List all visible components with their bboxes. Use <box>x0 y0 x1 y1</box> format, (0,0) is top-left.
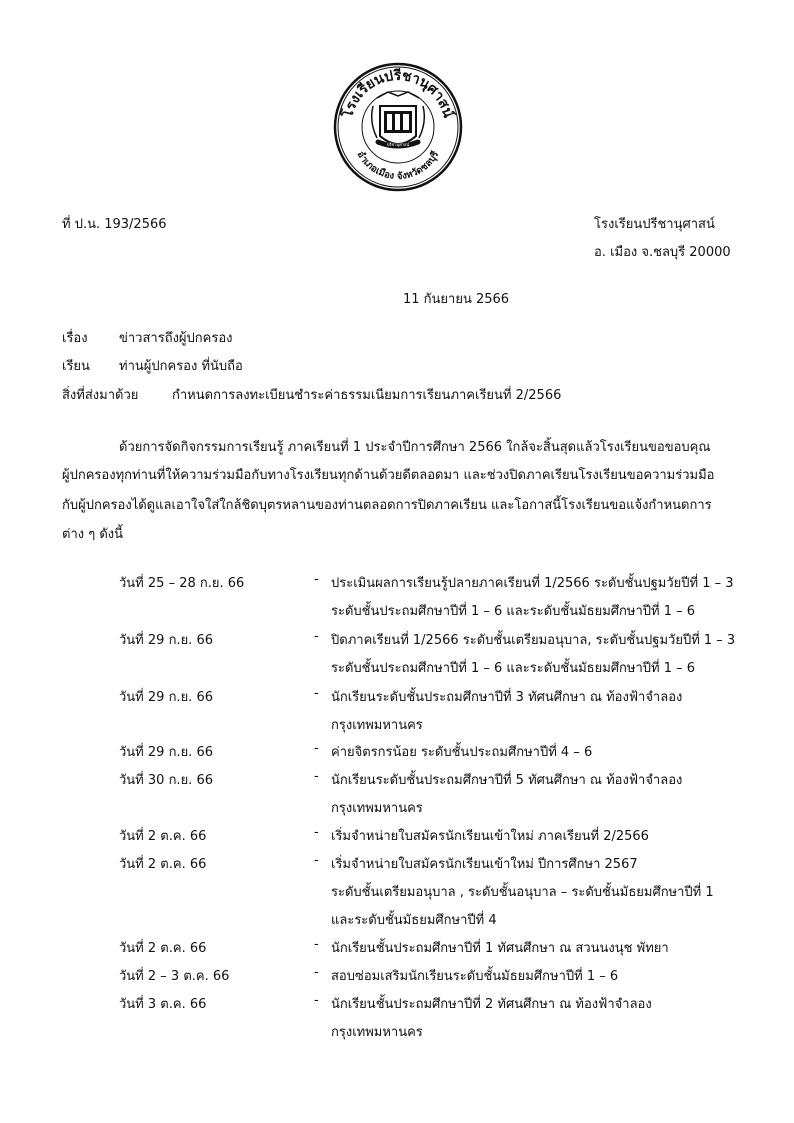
subject-text: ข่าวสารถึงผู้ปกครอง <box>119 331 233 346</box>
schedule-line: กรุงเทพมหานคร <box>331 1025 423 1040</box>
schedule-item <box>119 993 759 1040</box>
schedule-line: นักเรียนชั้นประถมศึกษาปีที่ 2 ทัศนศึกษา ณ ท้องฟ้าจำลอง <box>331 997 652 1012</box>
schedule-item <box>119 853 759 928</box>
schedule-date: วันที่ 29 ก.ย. 66 <box>119 745 213 760</box>
bullet-dash: - <box>314 572 319 587</box>
schedule-line: และระดับชั้นมัธยมศึกษาปีที่ 4 <box>331 913 497 928</box>
schedule-line: กรุงเทพมหานคร <box>331 718 423 733</box>
schedule-item <box>119 965 759 992</box>
bullet-dash: - <box>314 686 319 701</box>
schedule-line: สอบซ่อมเสริมนักเรียนระดับชั้นมัธยมศึกษาปีที่ 1 – 6 <box>331 969 619 984</box>
letter-date: 11 กันยายน 2566 <box>403 292 510 307</box>
body-line: กับผู้ปกครองได้ดูแลเอาใจใส่ใกล้ชิดบุตรหลานของท่านตลอดการปิดภาคเรียน และโอกาสนี้โรงเรียนขอแจ้งกำหนดการ <box>62 498 712 513</box>
school-seal-logo <box>333 62 463 192</box>
schedule-line: กรุงเทพมหานคร <box>331 801 423 816</box>
schedule-date: วันที่ 2 ต.ค. 66 <box>119 829 207 844</box>
body-line: ด้วยการจัดกิจกรรมการเรียนรู้ ภาคเรียนที่ 1 ประจำปีการศึกษา 2566 ใกล้จะสิ้นสุดแล้วโรงเรียนขอขอบคุณ <box>119 440 711 455</box>
attachment-text: กำหนดการลงทะเบียนชำระค่าธรรมเนียมการเรียนภาคเรียนที่ 2/2566 <box>172 388 562 403</box>
schedule-line: ระดับชั้นประถมศึกษาปีที่ 1 – 6 และระดับชั้นมัธยมศึกษาปีที่ 1 – 6 <box>331 661 696 676</box>
seal-top-text: โรงเรียนปรีชานุศาสน์ <box>340 67 456 120</box>
seal-bottom-text: อำเภอเมือง จังหวัดชลบุรี <box>354 149 442 183</box>
schedule-date: วันที่ 30 ก.ย. 66 <box>119 773 213 788</box>
schedule-line: นักเรียนชั้นประถมศึกษาปีที่ 1 ทัศนศึกษา ณ สวนนงนุช พัทยา <box>331 941 669 956</box>
recipient-label: เรียน <box>62 359 90 374</box>
schedule-item <box>119 572 759 619</box>
reference-number: ที่ ป.น. 193/2566 <box>62 217 167 232</box>
body-line: ผู้ปกครองทุกท่านที่ให้ความร่วมมือกับทางโรงเรียนทุกด้านด้วยดีตลอดมา และช่วงปิดภาคเรียนโรงเรียนขอความร่วมมือ <box>62 468 715 483</box>
subject-label: เรื่อง <box>62 331 88 346</box>
recipient-text: ท่านผู้ปกครอง ที่นับถือ <box>119 359 243 374</box>
bullet-dash: - <box>314 769 319 784</box>
schedule-line: นักเรียนระดับชั้นประถมศึกษาปีที่ 5 ทัศนศึกษา ณ ท้องฟ้าจำลอง <box>331 773 683 788</box>
bullet-dash: - <box>314 825 319 840</box>
schedule-line: เริ่มจำหน่ายใบสมัครนักเรียนเข้าใหม่ ภาคเรียนที่ 2/2566 <box>331 829 649 844</box>
bullet-dash: - <box>314 741 319 756</box>
schedule-date: วันที่ 2 – 3 ต.ค. 66 <box>119 969 230 984</box>
schedule-line: ระดับชั้นเตรียมอนุบาล , ระดับชั้นอนุบาล – ระดับชั้นมัธยมศึกษาปีที่ 1 <box>331 885 714 900</box>
schedule-line: นักเรียนระดับชั้นประถมศึกษาปีที่ 3 ทัศนศึกษา ณ ท้องฟ้าจำลอง <box>331 690 683 705</box>
seal-motto: ปรีชานุศาสน์ <box>386 142 410 147</box>
schedule-item <box>119 686 759 733</box>
schedule-date: วันที่ 2 ต.ค. 66 <box>119 941 207 956</box>
schedule-date: วันที่ 2 ต.ค. 66 <box>119 857 207 872</box>
schedule-item <box>119 769 759 816</box>
bullet-dash: - <box>314 629 319 644</box>
schedule-date: วันที่ 29 ก.ย. 66 <box>119 633 213 648</box>
schedule-line: ค่ายจิตรกรน้อย ระดับชั้นประถมศึกษาปีที่ 4 – 6 <box>331 745 593 760</box>
bullet-dash: - <box>314 937 319 952</box>
school-name: โรงเรียนปรีชานุศาสน์ <box>594 217 715 232</box>
schedule-date: วันที่ 3 ต.ค. 66 <box>119 997 207 1012</box>
schedule-line: เริ่มจำหน่ายใบสมัครนักเรียนเข้าใหม่ ปีการศึกษา 2567 <box>331 857 638 872</box>
schedule-item <box>119 629 759 676</box>
svg-text:อำเภอเมือง จังหวัดชลบุรี <box>355 148 442 182</box>
crest-icon <box>372 92 425 146</box>
schedule-item <box>119 937 759 964</box>
schedule-date: วันที่ 29 ก.ย. 66 <box>119 690 213 705</box>
body-line: ต่าง ๆ ดังนี้ <box>62 527 124 542</box>
schedule-line: ประเมินผลการเรียนรู้ปลายภาคเรียนที่ 1/2566 ระดับชั้นปฐมวัยปีที่ 1 – 3 <box>331 576 734 591</box>
school-address: อ. เมือง จ.ชลบุรี 20000 <box>594 245 731 260</box>
schedule-date: วันที่ 25 – 28 ก.ย. 66 <box>119 576 245 591</box>
attachment-label: สิ่งที่ส่งมาด้วย <box>62 388 139 403</box>
schedule-item <box>119 825 759 852</box>
schedule-item <box>119 741 759 768</box>
bullet-dash: - <box>314 853 319 868</box>
schedule-line: ปิดภาคเรียนที่ 1/2566 ระดับชั้นเตรียมอนุบาล, ระดับชั้นปฐมวัยปีที่ 1 – 3 <box>331 633 736 648</box>
bullet-dash: - <box>314 993 319 1008</box>
schedule-line: ระดับชั้นประถมศึกษาปีที่ 1 – 6 และระดับชั้นมัธยมศึกษาปีที่ 1 – 6 <box>331 604 696 619</box>
bullet-dash: - <box>314 965 319 980</box>
